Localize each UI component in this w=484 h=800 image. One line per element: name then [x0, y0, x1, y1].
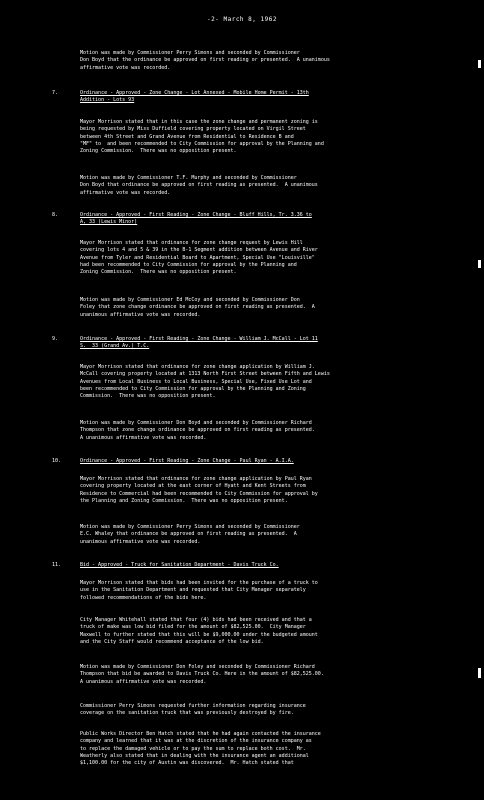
paragraph: Motion was made by Commissioner Don Foley and seconded by Commissioner Richard Thompson that bid be awarded to Davis Truck Co. Here in the amount of $82,525.00. A unanimous affirmative vote was recorded. — [80, 664, 324, 685]
item-number: 7. — [52, 90, 59, 96]
item-title: Bid - Approved - Truck for Sanitation Department - Davis Truck Co. — [80, 562, 279, 568]
item-number: 10. — [52, 458, 62, 464]
paragraph: Motion was made by Commissioner Don Boyd and seconded by Commissioner Richard Thompson that zone change ordinance be approved on first reading as presented. A unanimous affirmative vote was recorded. — [80, 420, 315, 441]
paragraph: Motion was made by Commissioner Perry Simons and seconded by Commissioner E.C. Whaley that ordinance be approved on first reading as presented. A unanimous affirmative vote was recorded. — [80, 524, 300, 545]
item-number: 9. — [52, 336, 59, 342]
paragraph: Mayor Morrison stated that ordinance for zone change application by Paul Ryan covering property located at the east corner of Hyatt and Kent Streets from Residence to Commercial had been recommended to City Commission for approval by the Planning and Zoning Commission. There was no opposition present. — [80, 476, 318, 504]
item-title: Ordinance - Approved - First Reading - Zone Change - William J. McCall - Lot 11 S. 33 (Grand Av.) T.C. — [80, 336, 318, 350]
item-number: 8. — [52, 212, 59, 218]
paragraph: Motion was made by Commissioner Ed McCoy and seconded by Commissioner Don Foley that zone change ordinance be approved on first reading as presented. A unanimous affirmative vote was recorded. — [80, 297, 315, 318]
scan-mark — [478, 668, 481, 678]
paragraph: Mayor Morrison stated that bids had been invited for the purchase of a truck to use in the Sanitation Department and requested that City Manager separately followed recommendations of the bids here. — [80, 580, 318, 601]
item-title: Ordinance - Approved - First Reading - Zone Change - Paul Ryan - A.I.A. — [80, 458, 294, 464]
scan-mark — [478, 60, 481, 68]
item-title: Ordinance - Approved - Zone Change - Lot Annexed - Mobile Home Permit - 13th Addition - Lots 93 — [80, 90, 309, 104]
paragraph: Motion was made by Commissioner Perry Simons and seconded by Commissioner Don Boyd that the ordinance be approved on first reading or presented. A unanimous affirmative vote was recorded. — [80, 50, 330, 71]
item-title: Ordinance - Approved - First Reading - Zone Change - Bluff Hills, Tr. 3.36 to A, 33 (Lewis Minor) — [80, 212, 312, 226]
scan-mark — [478, 260, 481, 268]
paragraph: Mayor Morrison stated that in this case the zone change and permanent zoning is being requested by Miss Duffield covering property located on Virgil Street between 4th Street and Grand Avenue from Residential to Residence B and "MF" to and been recommended to City Commission for approval by the Planning and Zoning Commission. There was no opposition present. — [80, 119, 324, 155]
page-header: -2- March 8, 1962 — [207, 16, 277, 23]
paragraph: Motion was made by Commissioner T.F. Murphy and seconded by Commissioner Don Boyd that ordinance be approved on first reading as presented. A unanimous affirmative vote was recorded. — [80, 175, 318, 196]
paragraph: Mayor Morrison stated that ordinance for zone change application by William J. McCall covering property located at 1313 North First Street between Fifth and Lewis Avenues from Local Business to Local Business, Special Use, Fixed Use Lot and been recommended to City Commission for approval by the Planning and Zoning Commission. There was no opposition present. — [80, 364, 330, 400]
paragraph: Commissioner Perry Simons requested further information regarding insurance coverage on the sanitation truck that was previously destroyed by fire. — [80, 703, 306, 717]
paragraph: City Manager Whitehall stated that four (4) bids had been received and that a truck of make was low bid filed for the amount of $82,525.00. City Manager Maxwell to further stated that this will be $9,000.00 under the budgeted amount and the City Staff would recommend acceptance of the low bid. — [80, 617, 318, 645]
paragraph: Public Works Director Ben Hatch stated that he had again contacted the insurance company and learned that it was at the discretion of the insurance company as to replace the damaged vehicle or to pay the sum to replace both cost. Mr. Weatherly also stated that in dealing with the insurance agent an additional $1,100.00 for the city of Austin was discovered. Mr. Hatch stated that — [80, 731, 321, 767]
paragraph: Mayor Morrison stated that ordinance for zone change request by Lewis Hill covering lots 4 and 5 & 39 in the B-1 Segment addition between Avenue and River Avenue from Tyler and Residential Board to Apartment, Special Use "Louisville" had been recommended to City Commission for approval by the Planning and Zoning Commission. There was no opposition present. — [80, 240, 318, 276]
item-number: 11. — [52, 562, 62, 568]
